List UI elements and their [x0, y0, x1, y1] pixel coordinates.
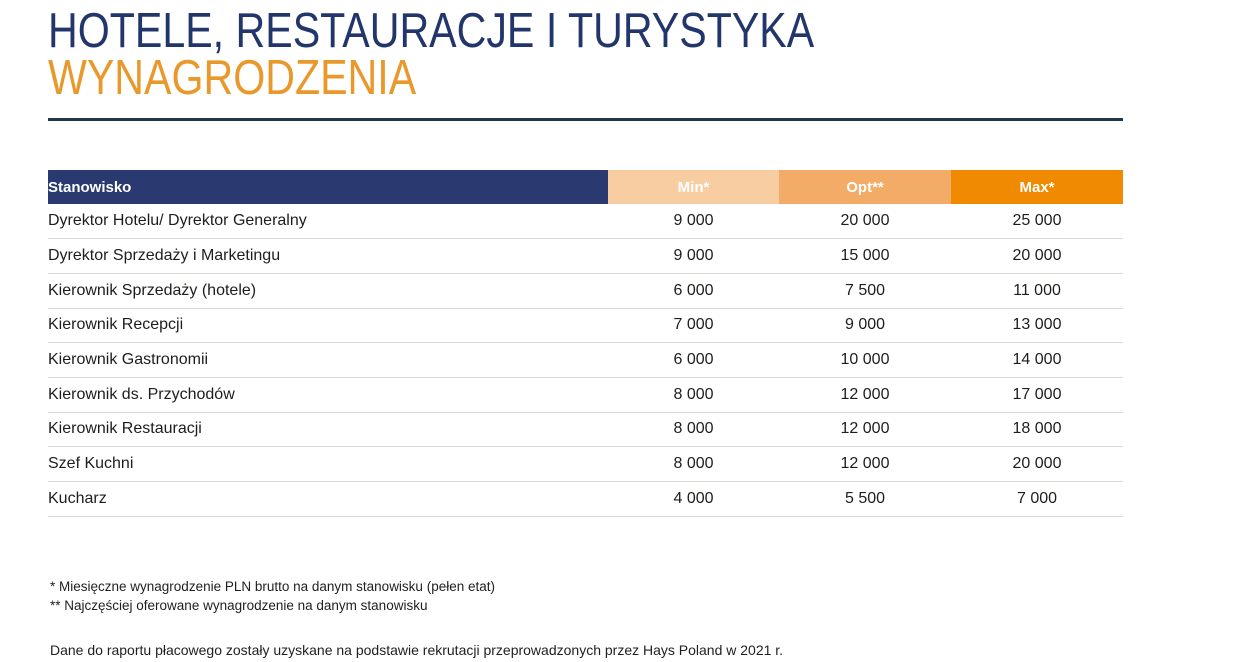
table-header-row — [48, 170, 1123, 204]
header-divider — [48, 118, 1123, 121]
position-cell: Kierownik Sprzedaży (hotele) — [48, 281, 257, 299]
column-header-max: Max* — [951, 170, 1123, 204]
min-cell: 6 000 — [673, 281, 714, 299]
max-cell: 13 000 — [1012, 316, 1062, 334]
max-cell: 18 000 — [1012, 420, 1062, 438]
position-cell: Dyrektor Hotelu/ Dyrektor Generalny — [48, 212, 307, 230]
table-row — [48, 447, 1123, 482]
position-cell: Dyrektor Sprzedaży i Marketingu — [48, 247, 281, 265]
table-row — [48, 239, 1123, 274]
footnote-opt: ** Najczęściej oferowane wynagrodzenie na danym stanowisku — [50, 598, 428, 614]
position-cell: Kucharz — [48, 489, 107, 507]
source-note: Dane do raportu płacowego zostały uzyskane na podstawie rekrutacji przeprowadzonych przez Hays Poland w 2021 r. — [50, 641, 784, 658]
table-row — [48, 343, 1123, 378]
table-row — [48, 204, 1123, 239]
min-cell: 6 000 — [673, 351, 714, 369]
salary-table — [48, 170, 1123, 517]
title-sector: HOTELE, RESTAURACJE I TURYSTYKA — [48, 4, 815, 58]
title-subtitle: WYNAGRODZENIA — [48, 51, 417, 105]
min-cell: 8 000 — [673, 455, 714, 473]
position-cell: Szef Kuchni — [48, 455, 134, 473]
max-cell: 14 000 — [1012, 351, 1062, 369]
opt-cell: 15 000 — [840, 247, 890, 265]
min-cell: 9 000 — [673, 212, 714, 230]
max-cell: 20 000 — [1012, 247, 1062, 265]
min-cell: 8 000 — [673, 420, 714, 438]
position-cell: Kierownik Gastronomii — [48, 351, 209, 369]
position-cell: Kierownik Recepcji — [48, 316, 184, 334]
opt-cell: 20 000 — [840, 212, 890, 230]
column-header-min: Min* — [608, 170, 779, 204]
max-cell: 25 000 — [1012, 212, 1062, 230]
footnotes — [50, 577, 1233, 616]
position-cell: Kierownik Restauracji — [48, 420, 202, 438]
min-cell: 8 000 — [673, 385, 714, 403]
column-header-stanowisko: Stanowisko — [48, 170, 608, 204]
opt-cell: 12 000 — [840, 455, 890, 473]
table-row — [48, 377, 1123, 412]
position-cell: Kierownik ds. Przychodów — [48, 385, 235, 403]
max-cell: 11 000 — [1013, 281, 1061, 299]
opt-cell: 7 500 — [844, 281, 886, 299]
min-cell: 4 000 — [673, 489, 714, 507]
opt-cell: 9 000 — [844, 316, 886, 334]
max-cell: 20 000 — [1012, 455, 1062, 473]
table-row — [48, 308, 1123, 343]
min-cell: 9 000 — [673, 247, 714, 265]
max-cell: 17 000 — [1012, 385, 1062, 403]
table-row — [48, 273, 1123, 308]
table-row — [48, 412, 1123, 447]
opt-cell: 12 000 — [840, 420, 890, 438]
min-cell: 7 000 — [673, 316, 714, 334]
column-header-opt: Opt** — [779, 170, 951, 204]
page-title — [48, 4, 1233, 105]
opt-cell: 12 000 — [840, 385, 890, 403]
footnote-min-max: * Miesięczne wynagrodzenie PLN brutto na danym stanowisku (pełen etat) — [50, 578, 495, 594]
opt-cell: 10 000 — [840, 351, 890, 369]
opt-cell: 5 500 — [844, 489, 886, 507]
max-cell: 7 000 — [1016, 489, 1058, 507]
table-row — [48, 482, 1123, 517]
